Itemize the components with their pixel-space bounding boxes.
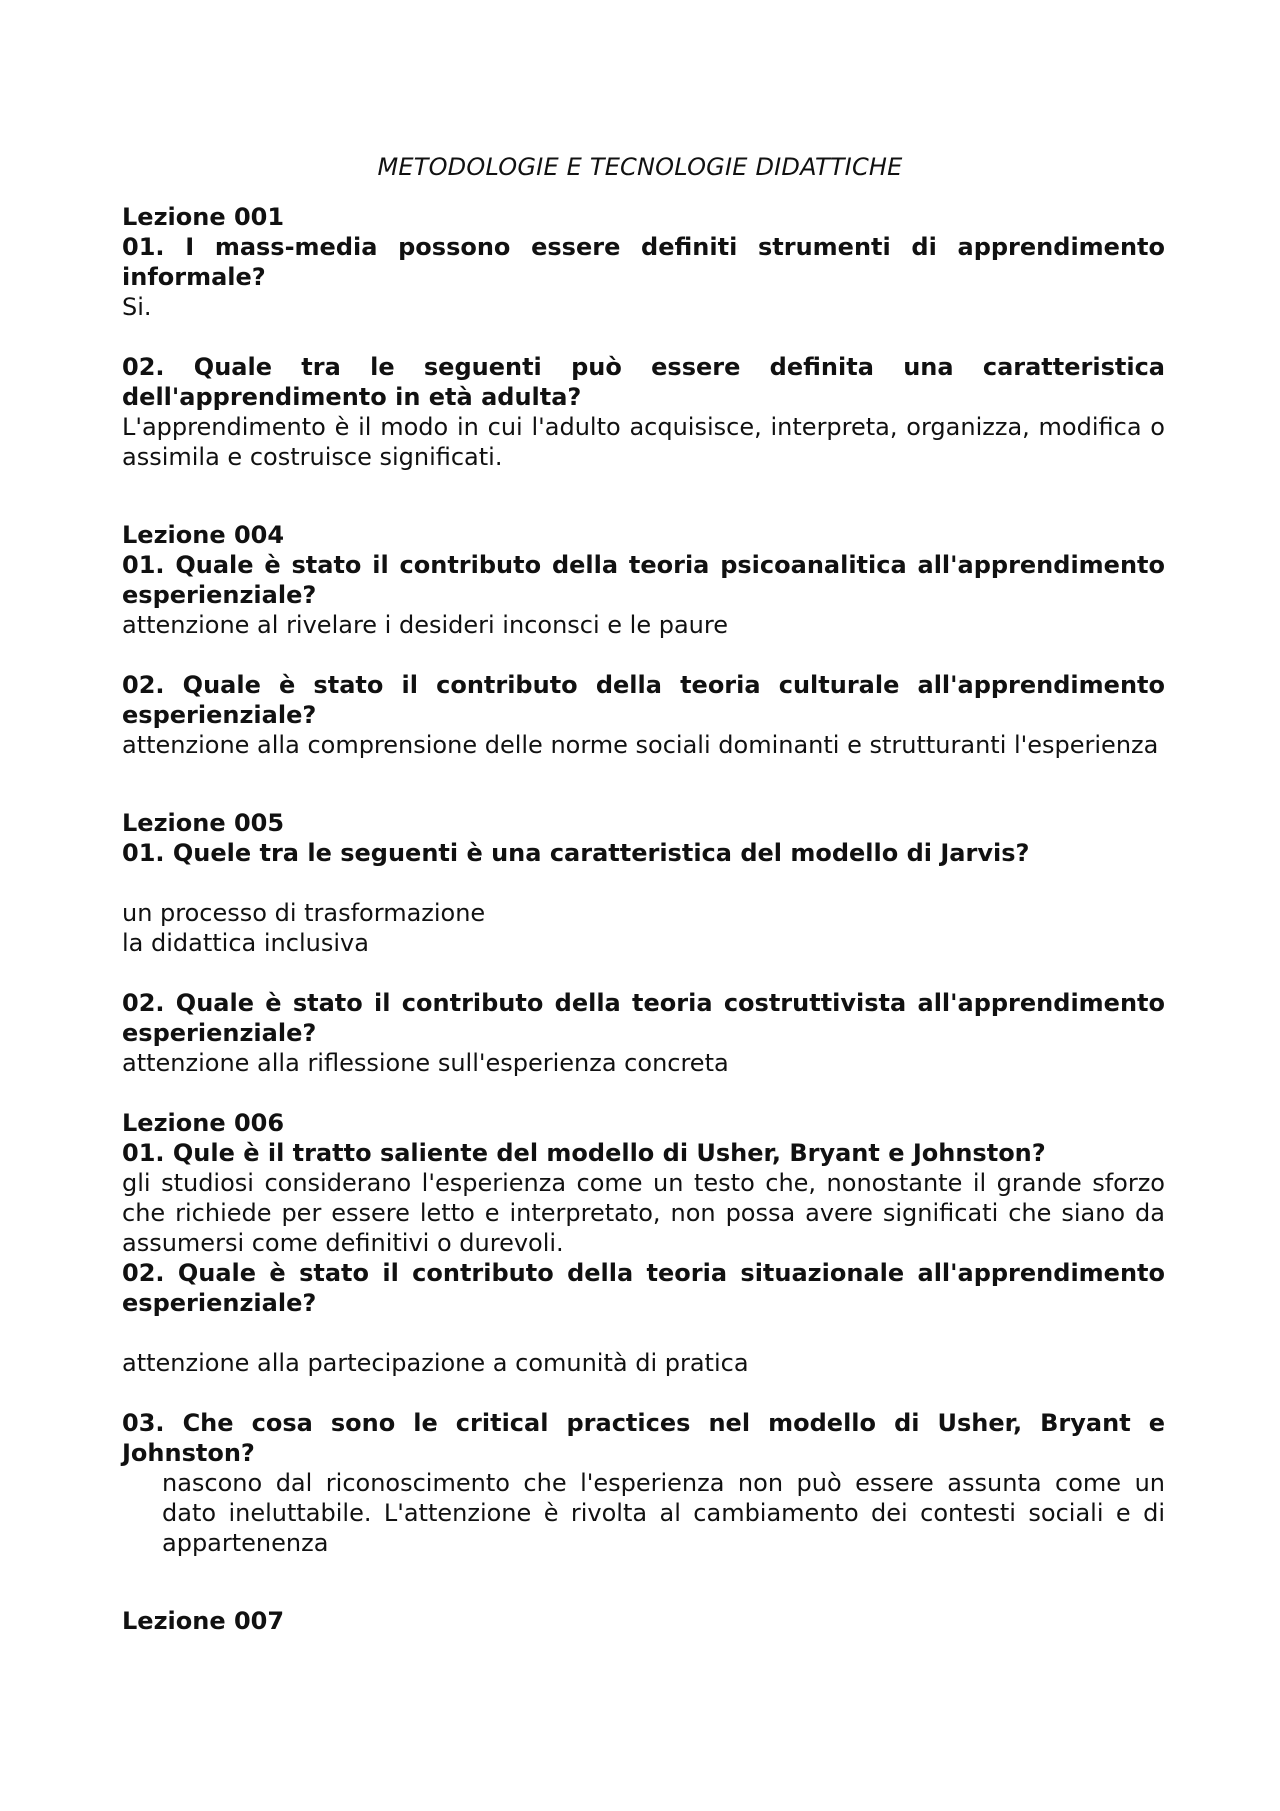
- spacer: [122, 760, 1165, 808]
- answer: la didattica inclusiva: [122, 929, 369, 957]
- lesson-heading: Lezione 001: [122, 203, 285, 231]
- answer: attenzione alla partecipazione a comunità di pratica: [122, 1349, 749, 1377]
- answer: nascono dal riconoscimento che l'esperienza non può essere assunta come un dato ineluttabile. L'attenzione è rivolta al cambiamento dei contesti sociali e di appartenenza: [162, 1469, 1165, 1557]
- lesson-heading: Lezione 005: [122, 809, 285, 837]
- question: 03. Che cosa sono le critical practices nel modello di Usher, Bryant e Johnston?: [122, 1409, 1165, 1467]
- question: 01. Quele tra le seguenti è una caratteristica del modello di Jarvis?: [122, 839, 1030, 867]
- answer: attenzione alla riflessione sull'esperienza concreta: [122, 1049, 729, 1077]
- answer: attenzione alla comprensione delle norme sociali dominanti e strutturanti l'esperienza: [122, 731, 1159, 759]
- spacer: [122, 1078, 1165, 1108]
- question: 01. I mass-media possono essere definiti strumenti di apprendimento informale?: [122, 233, 1165, 291]
- document-title: METODOLOGIE E TECNOLOGIE DIDATTICHE: [377, 153, 903, 181]
- question: 01. Quale è stato il contributo della teoria psicoanalitica all'apprendimento esperienziale?: [122, 551, 1165, 609]
- spacer: [122, 472, 1165, 520]
- lesson-heading: Lezione 006: [122, 1109, 285, 1137]
- answer: L'apprendimento è il modo in cui l'adulto acquisisce, interpreta, organizza, modifica o assimila e costruisce significati.: [122, 413, 1165, 471]
- answer: Si.: [122, 293, 152, 321]
- answer: attenzione al rivelare i desideri inconsci e le paure: [122, 611, 728, 639]
- spacer: [122, 1378, 1165, 1408]
- answer: un processo di trasformazione: [122, 899, 486, 927]
- question: 02. Quale è stato il contributo della teoria culturale all'apprendimento esperienziale?: [122, 671, 1165, 729]
- question: 02. Quale è stato il contributo della teoria situazionale all'apprendimento esperienziale?: [122, 1259, 1165, 1317]
- question: 01. Qule è il tratto saliente del modello di Usher, Bryant e Johnston?: [122, 1139, 1046, 1167]
- spacer: [122, 322, 1165, 352]
- spacer: [122, 640, 1165, 670]
- document-body: [122, 202, 1165, 1636]
- lesson-heading: Lezione 007: [122, 1607, 285, 1635]
- answer: gli studiosi considerano l'esperienza come un testo che, nonostante il grande sforzo che richiede per essere letto e interpretato, non possa avere significati che siano da assumersi come definitivi o durevoli.: [122, 1169, 1165, 1257]
- question: 02. Quale tra le seguenti può essere definita una caratteristica dell'apprendimento in età adulta?: [122, 353, 1165, 411]
- lesson-heading: Lezione 004: [122, 521, 285, 549]
- spacer: [122, 1318, 1165, 1348]
- spacer: [122, 958, 1165, 988]
- question: 02. Quale è stato il contributo della teoria costruttivista all'apprendimento esperienziale?: [122, 989, 1165, 1047]
- spacer: [122, 868, 1165, 898]
- spacer: [122, 1558, 1165, 1606]
